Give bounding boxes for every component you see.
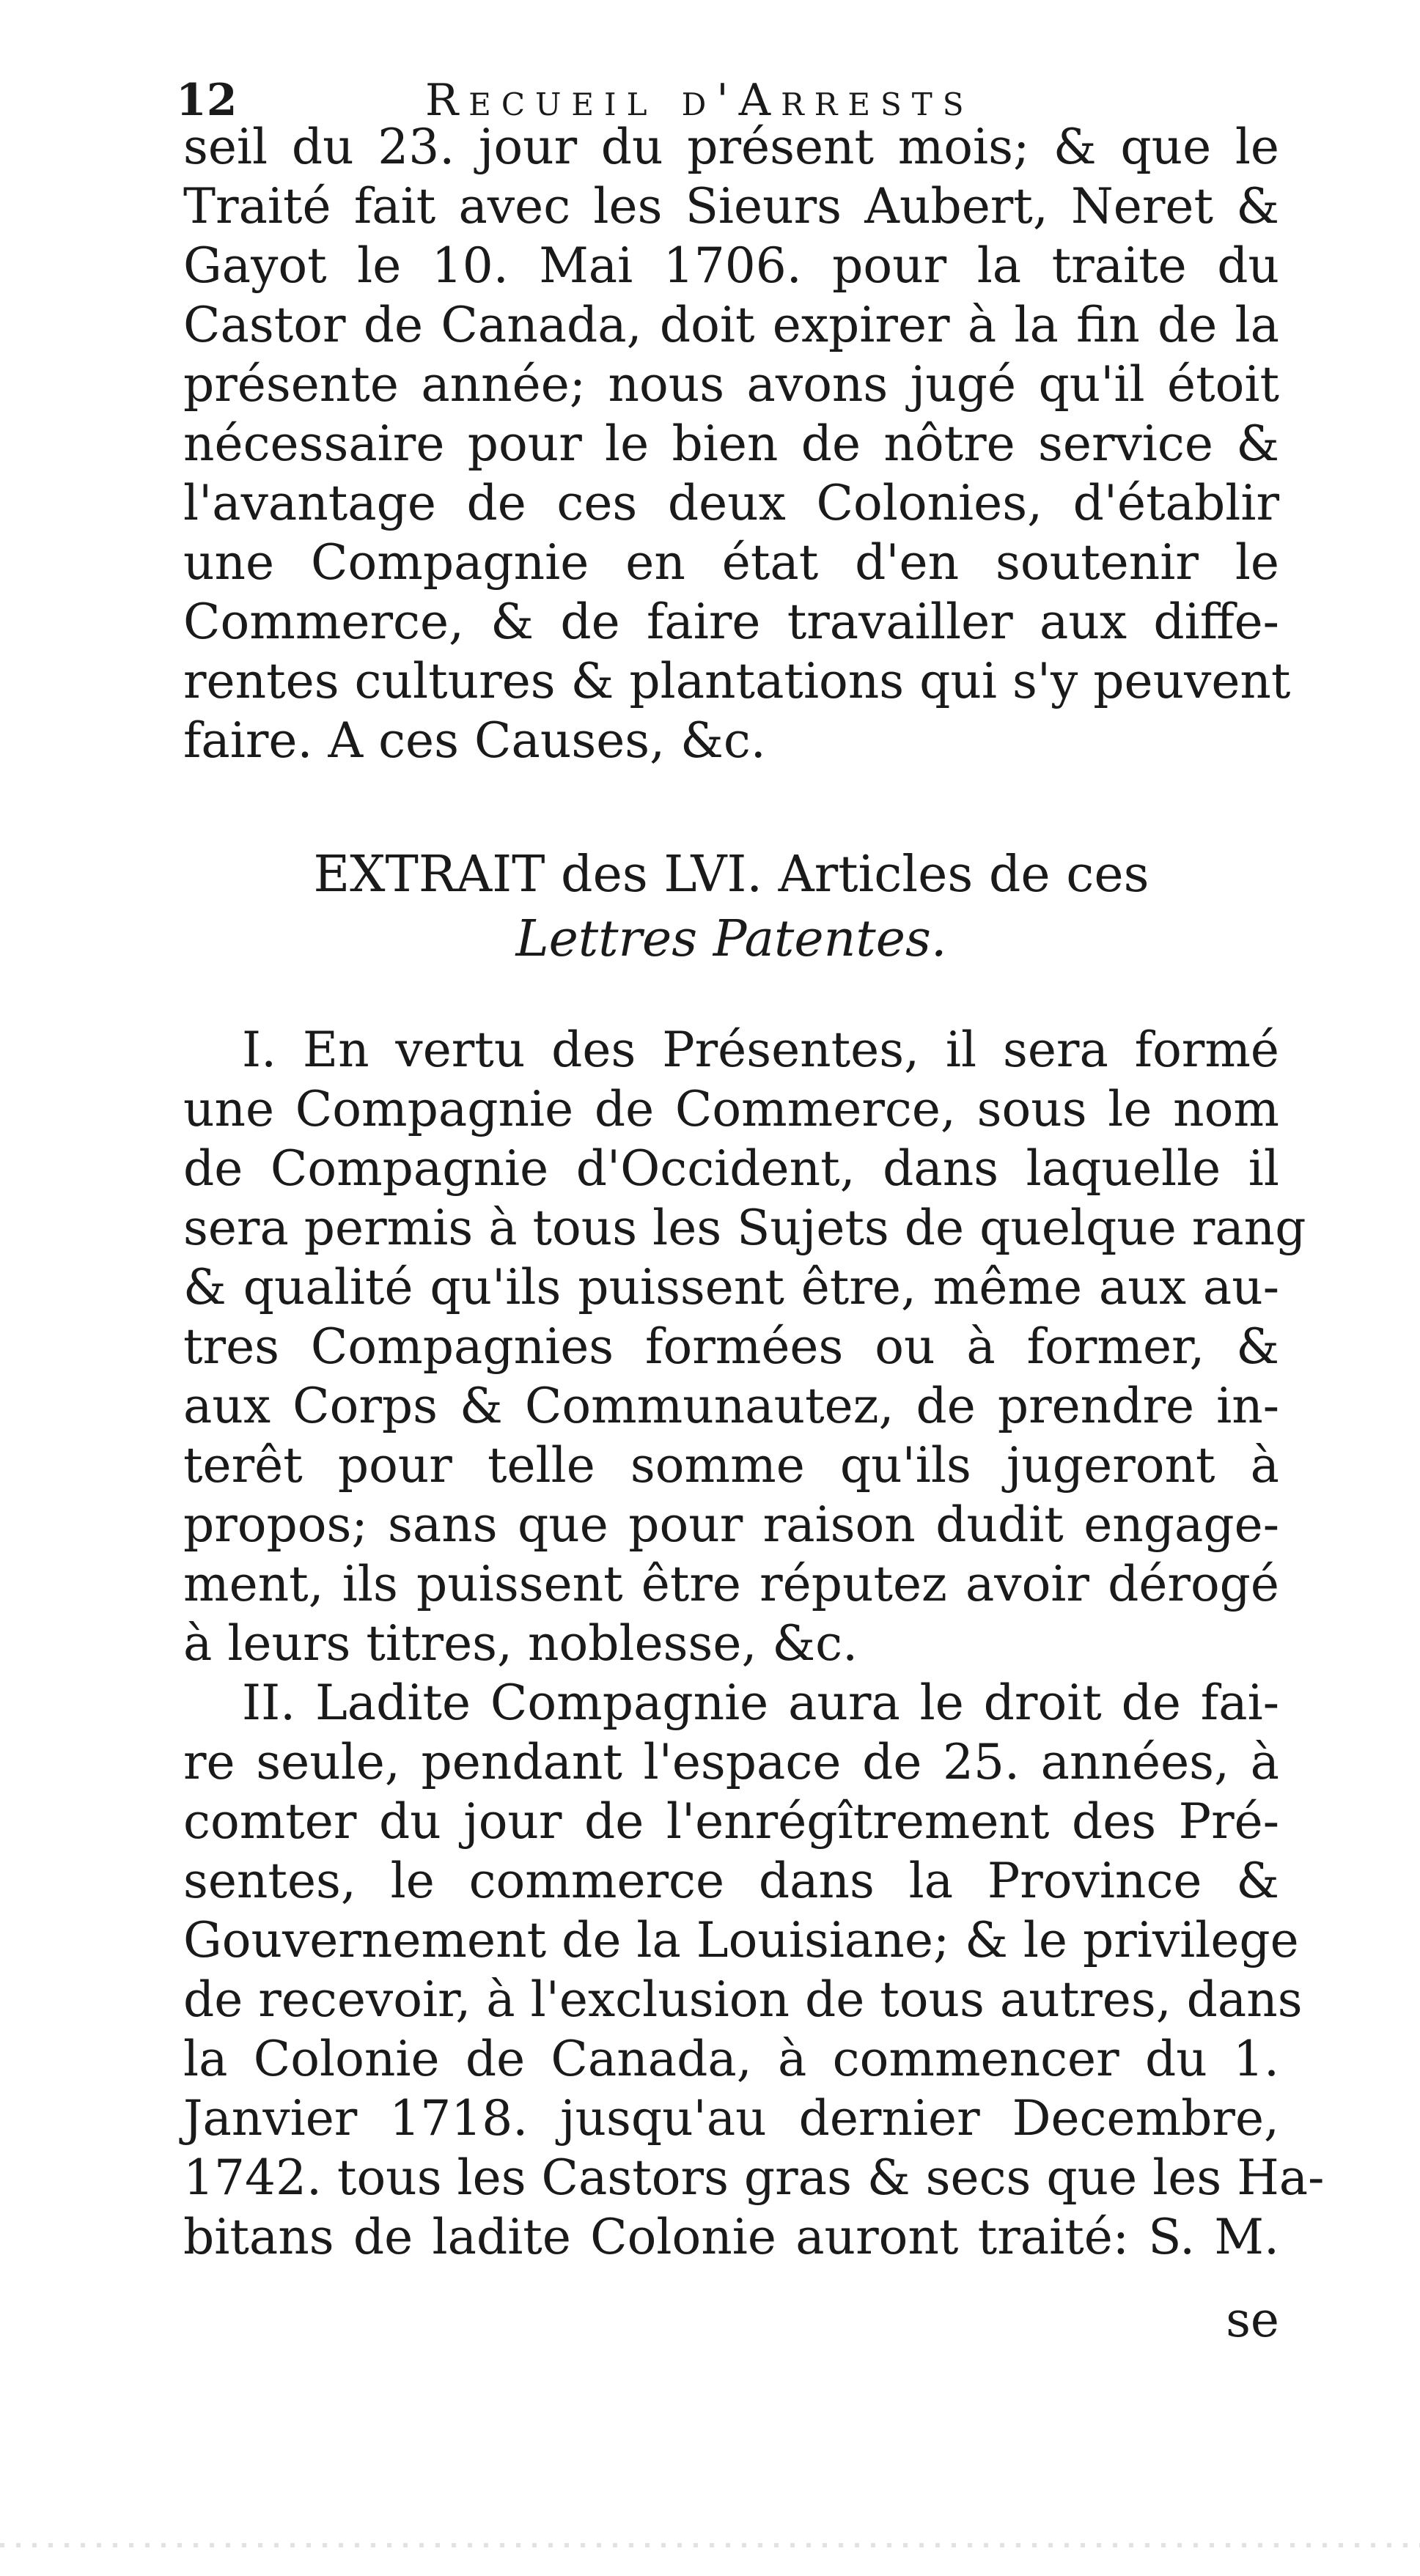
text-line: aux Corps & Communautez, de prendre in- [183,1378,1279,1434]
text-line: Commerce, & de faire travailler aux diffe- [183,594,1279,650]
text-line: Janvier 1718. jusqu'au dernier Decembre, [183,2090,1279,2147]
article-first-line: I. En vertu des Présentes, il sera formé [242,1022,1279,1078]
text-line: l'avantage de ces deux Colonies, d'établir [183,475,1279,531]
text-line: & qualité qu'ils puissent être, même aux au- [183,1259,1279,1315]
text-line: comter du jour de l'enrégîtrement des Pré- [183,1793,1279,1850]
catchword-area [183,2290,1279,2350]
scan-edge-noise [0,2543,1420,2547]
text-line: bitans de ladite Colonie auront traité: S. M. [183,2209,1279,2265]
text-line: sera permis à tous les Sujets de quelque rang [183,1200,1306,1256]
text-line: Gouvernement de la Louisiane; & le privilege [183,1912,1299,1968]
article-first-line: II. Ladite Compagnie aura le droit de fai- [242,1675,1279,1731]
text-line: Traité fait avec les Sieurs Aubert, Neret & [183,178,1279,235]
heading-line: EXTRAIT des LVI. Articles de ces [313,846,1149,904]
text-line: re seule, pendant l'espace de 25. années, à [183,1734,1279,1790]
text-line: Castor de Canada, doit expirer à la fin de la [183,297,1279,353]
text-line: tres Compagnies formées ou à former, & [183,1318,1279,1375]
text-line: présente année; nous avons jugé qu'il étoit [183,356,1279,413]
text-line: à leurs titres, noblesse, &c. [183,1615,858,1672]
catchword: se [1226,2292,1279,2348]
text-line: sentes, le commerce dans la Province & [183,1853,1279,1909]
text-line: seil du 23. jour du présent mois; & que le [183,119,1279,175]
preamble-paragraph [183,117,1291,770]
page-number: 12 [176,75,238,126]
articles-text [183,1020,1325,2267]
text-line: ment, ils puissent être réputez avoir dérogé [183,1556,1279,1612]
text-line: rentes cultures & plantations qui s'y peuvent [183,653,1291,709]
text-line: une Compagnie en état d'en soutenir le [183,534,1279,591]
text-line: la Colonie de Canada, à commencer du 1. [183,2031,1279,2087]
text-line: de recevoir, à l'exclusion de tous autres, dans [183,1971,1303,2028]
text-line: 1742. tous les Castors gras & secs que les Ha- [183,2149,1325,2206]
text-line: nécessaire pour le bien de nôtre service & [183,416,1279,472]
text-line: faire. A ces Causes, &c. [183,712,766,769]
heading-italic-text: Lettres Patentes. [515,910,947,968]
section-heading [183,843,1279,972]
text-line: une Compagnie de Commerce, sous le nom [183,1081,1279,1137]
text-line: Gayot le 10. Mai 1706. pour la traite du [183,237,1279,294]
text-line: propos; sans que pour raison dudit engage- [183,1496,1279,1553]
text-line: terêt pour telle somme qu'ils jugeront à [183,1437,1279,1494]
text-line: de Compagnie d'Occident, dans laquelle il [183,1140,1279,1197]
running-title: Recueil d'Arrests [425,75,974,126]
heading-subtitle [183,907,1279,972]
